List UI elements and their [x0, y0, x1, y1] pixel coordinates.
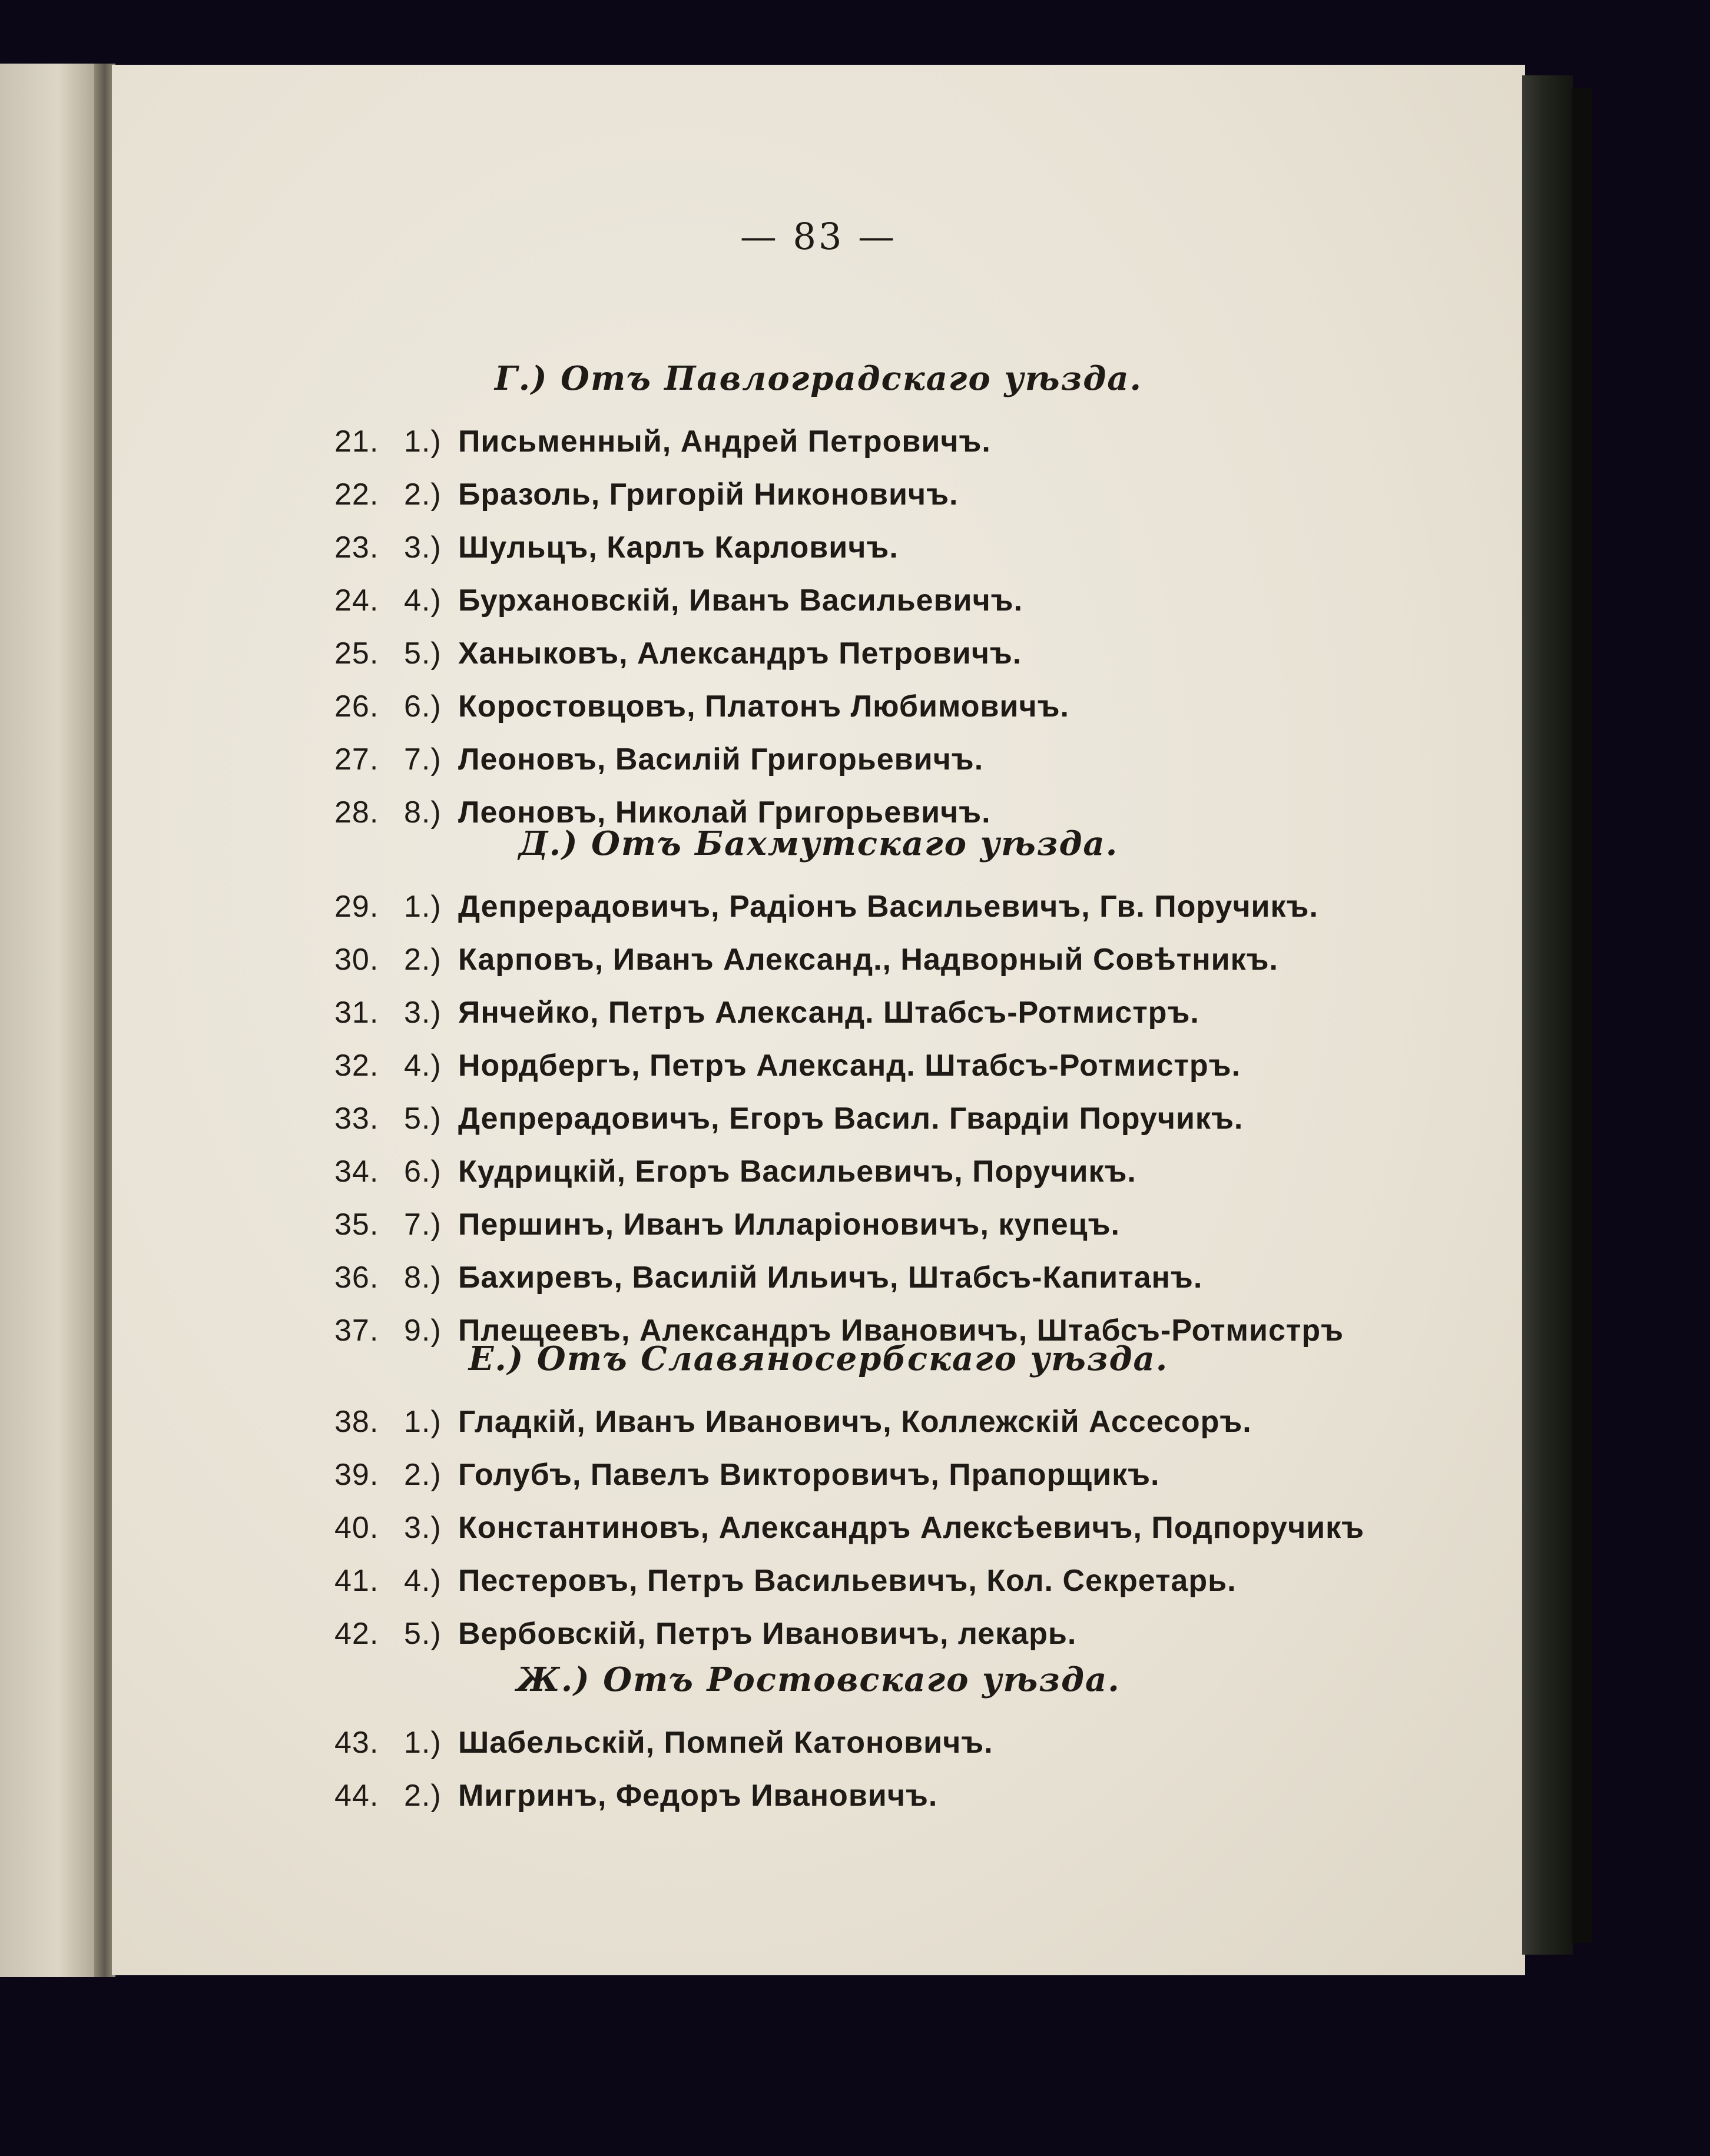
list-entry — [334, 1510, 1483, 1557]
entry-number: 24. — [334, 583, 379, 618]
entry-sub-number: 4.) — [404, 583, 442, 618]
list-entry — [334, 1048, 1483, 1095]
entry-sub-number: 2.) — [404, 1779, 442, 1813]
entry-text: Бразоль, Григорій Никоновичъ. — [458, 477, 959, 512]
entry-number: 27. — [334, 742, 379, 777]
list-entry — [334, 1457, 1483, 1504]
entry-text: Голубъ, Павелъ Викторовичъ, Прапорщикъ. — [458, 1458, 1160, 1492]
entry-sub-number: 3.) — [404, 530, 442, 565]
list-entry — [334, 636, 1483, 683]
list-entry — [334, 889, 1483, 936]
list-entry — [334, 1778, 1483, 1825]
entry-text: Константиновъ, Александръ Алексѣевичъ, Подпоручикъ — [458, 1511, 1365, 1545]
entry-sub-number: 9.) — [404, 1313, 442, 1348]
entry-number: 39. — [334, 1458, 379, 1492]
entry-text: Гладкій, Иванъ Ивановичъ, Коллежскій Ассесоръ. — [458, 1405, 1252, 1439]
entry-sub-number: 5.) — [404, 1617, 442, 1651]
entry-sub-number: 4.) — [404, 1564, 442, 1598]
entry-sub-number: 5.) — [404, 1102, 442, 1136]
entry-text: Шабельскій, Помпей Катоновичъ. — [458, 1726, 993, 1760]
list-entry — [334, 1404, 1483, 1451]
entry-number: 36. — [334, 1261, 379, 1295]
list-entry — [334, 477, 1483, 524]
list-entry — [334, 995, 1483, 1042]
entry-text: Вербовскій, Петръ Ивановичъ, лекарь. — [458, 1617, 1077, 1651]
entry-sub-number: 1.) — [404, 890, 442, 924]
entry-text: Мигринъ, Федоръ Ивановичъ. — [458, 1779, 938, 1813]
entry-sub-number: 2.) — [404, 1458, 442, 1492]
entry-text: Депрерадовичъ, Егоръ Васил. Гвардіи Поручикъ. — [458, 1102, 1244, 1136]
list-entry — [334, 1260, 1483, 1307]
entry-sub-number: 1.) — [404, 1726, 442, 1760]
list-entry — [334, 530, 1483, 577]
entry-text: Депрерадовичъ, Радіонъ Васильевичъ, Гв. Поручикъ. — [458, 890, 1318, 924]
entry-number: 26. — [334, 689, 379, 724]
entry-number: 44. — [334, 1779, 379, 1813]
section-heading-slavyanoserbsk: Е.) Отъ Славяносербскаго уѣзда. — [468, 1339, 1169, 1378]
entry-number: 29. — [334, 890, 379, 924]
entry-number: 21. — [334, 424, 379, 459]
entry-text: Пестеровъ, Петръ Васильевичъ, Кол. Секретарь. — [458, 1564, 1237, 1598]
entry-text: Карповъ, Иванъ Александ., Надворный Совѣтникъ. — [458, 943, 1278, 977]
list-entry — [334, 942, 1483, 989]
entry-text: Кудрицкій, Егоръ Васильевичъ, Поручикъ. — [458, 1155, 1136, 1189]
entry-number: 23. — [334, 530, 379, 565]
entry-number: 43. — [334, 1726, 379, 1760]
list-entry — [334, 689, 1483, 736]
entry-sub-number: 4.) — [404, 1049, 442, 1083]
list-entry — [334, 1154, 1483, 1201]
book-page — [112, 65, 1525, 1975]
entry-sub-number: 5.) — [404, 636, 442, 671]
entry-text: Бахиревъ, Василій Ильичъ, Штабсъ-Капитанъ. — [458, 1261, 1203, 1295]
left-page-edge — [0, 64, 105, 1977]
entry-sub-number: 8.) — [404, 795, 442, 830]
entry-text: Коростовцовъ, Платонъ Любимовичъ. — [458, 689, 1069, 724]
entry-number: 38. — [334, 1405, 379, 1439]
list-entry — [334, 1725, 1483, 1772]
entry-text: Шульцъ, Карлъ Карловичъ. — [458, 530, 899, 565]
list-entry — [334, 424, 1483, 471]
book-cover-edge — [1572, 88, 1592, 1943]
list-entry — [334, 742, 1483, 789]
entry-number: 31. — [334, 996, 379, 1030]
entry-text: Ханыковъ, Александръ Петровичъ. — [458, 636, 1022, 671]
entry-sub-number: 1.) — [404, 424, 442, 459]
entry-text: Нордбергъ, Петръ Александ. Штабсъ-Ротмистръ. — [458, 1049, 1241, 1083]
entry-number: 32. — [334, 1049, 379, 1083]
entry-sub-number: 2.) — [404, 477, 442, 512]
list-entry — [334, 1563, 1483, 1610]
entry-number: 30. — [334, 943, 379, 977]
entry-number: 35. — [334, 1208, 379, 1242]
entry-number: 41. — [334, 1564, 379, 1598]
book-page-edges — [1522, 75, 1573, 1955]
entry-number: 42. — [334, 1617, 379, 1651]
entry-text: Бурхановскій, Иванъ Васильевичъ. — [458, 583, 1023, 618]
entry-sub-number: 7.) — [404, 742, 442, 777]
entry-text: Янчейко, Петръ Александ. Штабсъ-Ротмистръ. — [458, 996, 1199, 1030]
page-number: — 83 — — [740, 215, 897, 258]
list-entry — [334, 1207, 1483, 1254]
entry-sub-number: 2.) — [404, 943, 442, 977]
entry-text: Письменный, Андрей Петровичъ. — [458, 424, 991, 459]
entry-number: 22. — [334, 477, 379, 512]
entry-sub-number: 3.) — [404, 1511, 442, 1545]
list-entry — [334, 583, 1483, 630]
list-entry — [334, 1101, 1483, 1148]
entry-number: 25. — [334, 636, 379, 671]
entry-text: Леоновъ, Николай Григорьевичъ. — [458, 795, 991, 830]
entry-number: 28. — [334, 795, 379, 830]
entry-number: 40. — [334, 1511, 379, 1545]
entry-text: Плещеевъ, Александръ Ивановичъ, Штабсъ-Ротмистръ — [458, 1313, 1344, 1348]
entry-number: 37. — [334, 1313, 379, 1348]
entry-text: Першинъ, Иванъ Илларіоновичъ, купецъ. — [458, 1208, 1120, 1242]
entry-sub-number: 6.) — [404, 689, 442, 724]
entry-sub-number: 8.) — [404, 1261, 442, 1295]
entry-number: 34. — [334, 1155, 379, 1189]
entry-text: Леоновъ, Василій Григорьевичъ. — [458, 742, 984, 777]
entry-sub-number: 3.) — [404, 996, 442, 1030]
entry-sub-number: 7.) — [404, 1208, 442, 1242]
list-entry — [334, 1616, 1483, 1663]
entry-number: 33. — [334, 1102, 379, 1136]
entry-sub-number: 1.) — [404, 1405, 442, 1439]
entry-sub-number: 6.) — [404, 1155, 442, 1189]
section-heading-bakhmut: Д.) Отъ Бахмутскаго уѣзда. — [518, 824, 1119, 863]
section-heading-rostov: Ж.) Отъ Ростовскаго уѣзда. — [516, 1660, 1121, 1699]
section-heading-pavlograd: Г.) Отъ Павлоградскаго уѣзда. — [495, 359, 1142, 398]
